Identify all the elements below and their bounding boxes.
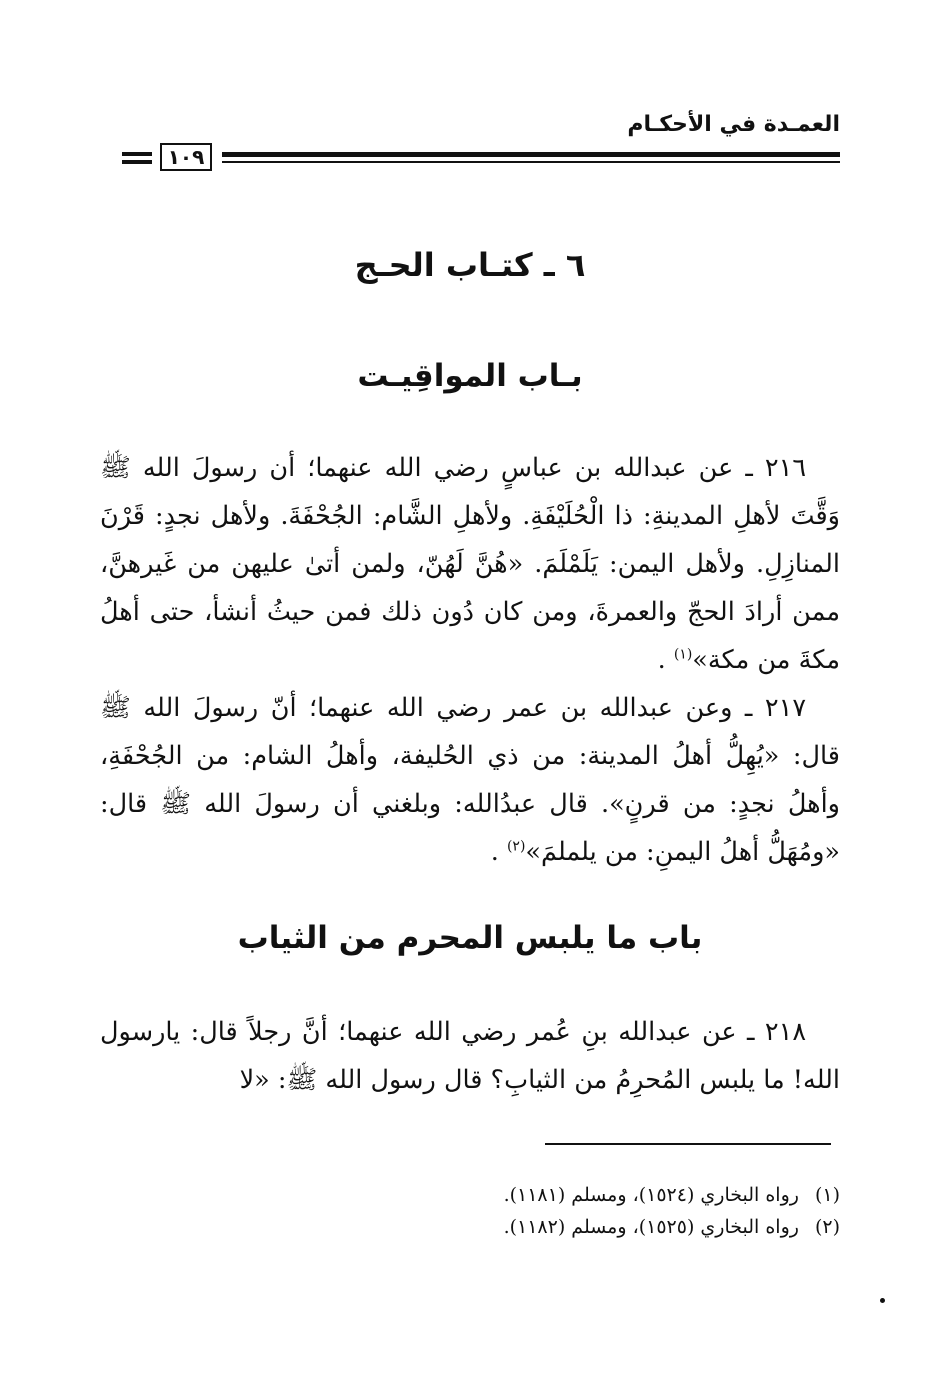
hadith-text: عن عبدالله بنِ عُمر رضي الله عنهما؛ أنَّ رجلاً قال: يارسول الله! ما يلبس المُحرِمُ من الثيابِ؟ قال رسول الله ﷺ: «لا bbox=[100, 1017, 840, 1095]
header-rule-thin bbox=[222, 161, 840, 163]
hadith-number: ٢١٨ ـ bbox=[747, 1017, 807, 1047]
footnote-text: رواه البخاري (١٥٢٥)، ومسلم (١١٨٢). bbox=[503, 1216, 799, 1238]
header-ornament-bar bbox=[122, 152, 152, 156]
hadith-text: وعن عبدالله بن عمر رضي الله عنهما؛ أنّ رسولَ الله ﷺ قال: «يُهِلُّ أهلُ المدينة: من ذي الحُليفة، وأهلُ الشام: من الجُحْفَةِ، وأهلُ نجدٍ: من قرنٍ». قال عبدُالله: وبلغني أن رسولَ الله ﷺ قال: «ومُهَلُّ أهلُ اليمنِ: من يلملمَ» bbox=[100, 693, 840, 867]
footnote bbox=[504, 1182, 840, 1208]
hadith-paragraph bbox=[100, 684, 840, 876]
page-number: ١٠٩ bbox=[160, 143, 212, 171]
footnote bbox=[504, 1214, 840, 1240]
chapter-heading: باب ما يلبس المحرم من الثياب bbox=[237, 920, 703, 956]
footnote-mark: (١) bbox=[814, 1184, 840, 1206]
hadith-text: عن عبدالله بن عباسٍ رضي الله عنهما؛ أن رسولَ الله ﷺ وَقَّتَ لأهلِ المدينةِ: ذا الْحُلَيْفَةِ. ولأهلِ الشَّام: الجُحْفَةَ. ولأهل نجدٍ: قَرْنَ المنازِلِ. ولأهل اليمن: يَلَمْلَمَ. «هُنَّ لَهُنّ، ولمن أتىٰ عليهن من غَيرهنَّ، ممن أرادَ الحجّ والعمرةَ، ومن كان دُون ذلك فمن حيثُ أنشأ، حتى أهلُ مكةَ من مكة» bbox=[100, 453, 840, 675]
running-title: العمـدة في الأحكـام bbox=[627, 112, 840, 137]
book-title: ٦ ـ كتـاب الحـج bbox=[354, 246, 586, 284]
hadith-paragraph bbox=[100, 444, 840, 684]
hadith-number: ٢١٦ ـ bbox=[745, 453, 807, 483]
chapter-heading: بـاب المواقِيـت bbox=[357, 358, 583, 394]
hadith-end: . bbox=[657, 645, 674, 675]
footnote-separator bbox=[545, 1143, 831, 1145]
hadith-end: . bbox=[490, 837, 507, 867]
scan-dot bbox=[880, 1298, 885, 1303]
footnote-text: رواه البخاري (١٥٢٤)، ومسلم (١١٨١). bbox=[503, 1184, 799, 1206]
header-ornament-bar bbox=[122, 160, 152, 164]
hadith-number: ٢١٧ ـ bbox=[744, 693, 807, 723]
header-rule bbox=[222, 152, 840, 157]
footnote-mark: (٢) bbox=[814, 1216, 840, 1238]
footnote-reference: (٢) bbox=[506, 838, 526, 855]
hadith-paragraph bbox=[100, 1008, 840, 1104]
footnote-reference: (١) bbox=[673, 646, 693, 663]
